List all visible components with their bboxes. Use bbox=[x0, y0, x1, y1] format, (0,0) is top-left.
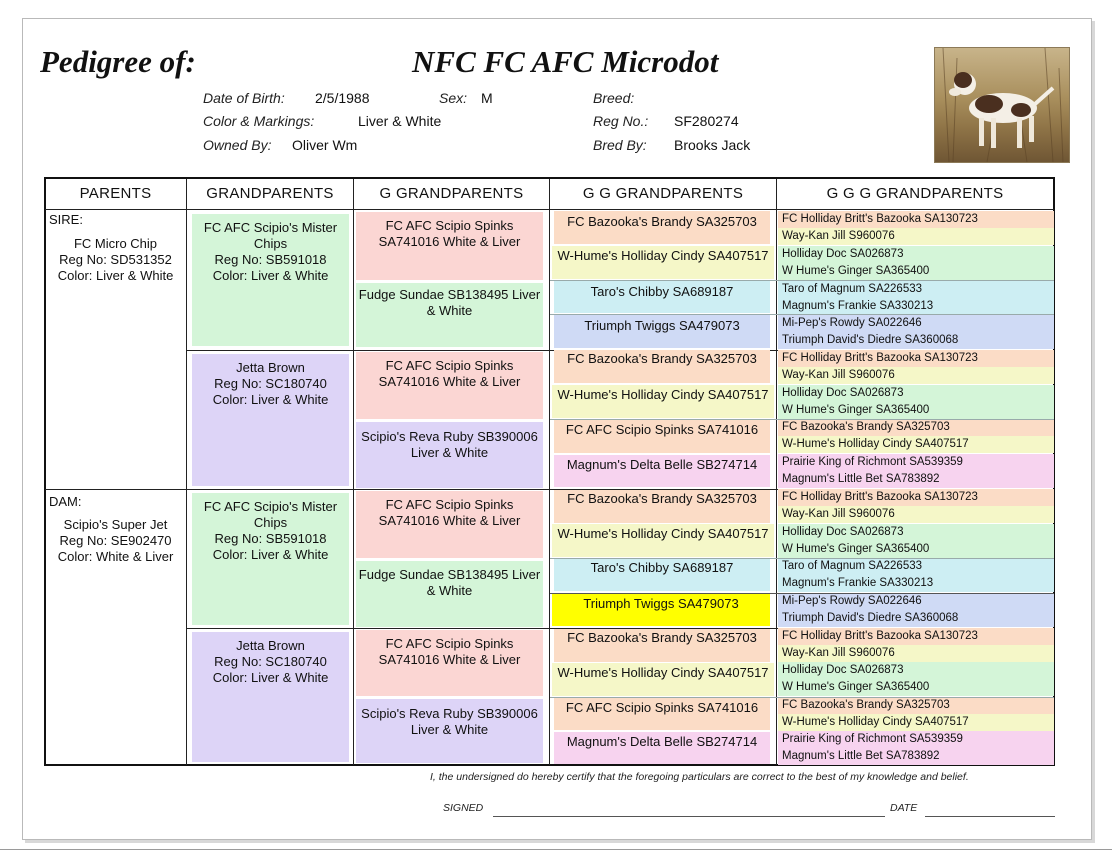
signed-label: SIGNED bbox=[443, 802, 484, 814]
g-grandparent-line1: FC AFC Scipio Spinks bbox=[385, 218, 514, 233]
bred-by-label: Bred By: bbox=[593, 137, 647, 153]
grandparent-name: Jetta Brown bbox=[236, 638, 305, 653]
gg-grandparent-cell: FC AFC Scipio Spinks SA741016 bbox=[554, 420, 770, 453]
ggg-grandparent-cell: FC Holliday Britt's Bazooka SA130723 bbox=[778, 350, 1054, 367]
grandparent-reg: Reg No: SB591018 bbox=[214, 252, 327, 267]
grandparent-box bbox=[192, 632, 349, 762]
ggg-grandparent-cell: W Hume's Ginger SA365400 bbox=[778, 541, 1054, 558]
g-grandparent-line1: Scipio's Reva Ruby SB390006 bbox=[361, 429, 538, 444]
gg-grandparent-cell: W-Hume's Holliday Cindy SA407517 bbox=[552, 246, 774, 279]
ggg-grandparent-cell: Taro of Magnum SA226533 bbox=[778, 281, 1054, 298]
ggg-grandparent-cell: Holliday Doc SA026873 bbox=[778, 385, 1054, 402]
signature-line[interactable] bbox=[493, 816, 885, 817]
ggg-grandparent-cell: W Hume's Ginger SA365400 bbox=[778, 679, 1054, 696]
dam-role-label: DAM: bbox=[49, 494, 82, 509]
dam-color: Color: White & Liver bbox=[57, 549, 174, 564]
ggg-grandparent-cell: Triumph David's Diedre SA360068 bbox=[778, 332, 1054, 349]
column-header-ggg-grandparents: G G G GRANDPARENTS bbox=[826, 185, 1004, 202]
ggg-grandparent-cell: FC Holliday Britt's Bazooka SA130723 bbox=[778, 628, 1054, 645]
owner-label: Owned By: bbox=[203, 137, 272, 153]
column-header-gg-grandparents: G G GRANDPARENTS bbox=[582, 185, 744, 202]
gg-grandparent-cell: W-Hume's Holliday Cindy SA407517 bbox=[552, 524, 774, 557]
grandparent-name: FC AFC Scipio's Mister bbox=[203, 220, 338, 235]
g-grandparent-line1: Fudge Sundae SB138495 Liver bbox=[358, 567, 541, 582]
ggg-grandparent-cell: FC Holliday Britt's Bazooka SA130723 bbox=[778, 489, 1054, 506]
dob-label: Date of Birth: bbox=[203, 90, 285, 106]
grandparent-box bbox=[192, 493, 349, 625]
grandparent-color: Color: Liver & White bbox=[212, 547, 329, 562]
column-header-parents: PARENTS bbox=[79, 185, 152, 202]
sex-label: Sex: bbox=[439, 90, 468, 106]
sire-role-label: SIRE: bbox=[49, 212, 83, 227]
grandparent-name-cont: Chips bbox=[253, 236, 288, 251]
row-separator bbox=[550, 558, 1054, 559]
column-divider bbox=[776, 179, 777, 765]
grandparent-color: Color: Liver & White bbox=[212, 268, 329, 283]
ggg-grandparent-cell: W-Hume's Holliday Cindy SA407517 bbox=[778, 436, 1054, 453]
gg-grandparent-cell: Taro's Chibby SA689187 bbox=[554, 281, 770, 313]
g-grandparent-line1: FC AFC Scipio Spinks bbox=[385, 497, 514, 512]
gg-grandparent-cell: W-Hume's Holliday Cindy SA407517 bbox=[552, 663, 774, 696]
g-grandparent-line1: Scipio's Reva Ruby SB390006 bbox=[361, 706, 538, 721]
g-grandparent-line2: & White bbox=[426, 303, 473, 318]
ggg-grandparent-cell: Way-Kan Jill S960076 bbox=[778, 367, 1054, 384]
ggg-grandparent-cell: FC Holliday Britt's Bazooka SA130723 bbox=[778, 211, 1054, 228]
g-grandparent-line2: Liver & White bbox=[410, 445, 489, 460]
g-grandparent-box bbox=[356, 422, 543, 488]
grandparent-name: FC AFC Scipio's Mister bbox=[203, 499, 338, 514]
sire-info bbox=[45, 236, 186, 284]
grandparent-reg: Reg No: SC180740 bbox=[214, 654, 327, 669]
ggg-grandparent-cell: Prairie King of Richmont SA539359 bbox=[778, 454, 1054, 471]
gg-grandparent-cell: Magnum's Delta Belle SB274714 bbox=[554, 732, 770, 764]
ggg-grandparent-cell: Magnum's Little Bet SA783892 bbox=[778, 748, 1054, 765]
column-divider bbox=[353, 179, 354, 765]
g-grandparent-line1: FC AFC Scipio Spinks bbox=[385, 358, 514, 373]
dam-reg: Reg No: SE902470 bbox=[59, 533, 172, 548]
g-grandparent-line2: SA741016 White & Liver bbox=[378, 234, 521, 249]
grandparent-box bbox=[192, 354, 349, 486]
sire-reg: Reg No: SD531352 bbox=[59, 252, 172, 267]
dog-photo bbox=[934, 47, 1070, 163]
owner-value: Oliver Wm bbox=[292, 137, 358, 153]
grandparent-name-cont: Chips bbox=[253, 515, 288, 530]
gg-grandparent-cell-highlighted: Triumph Twiggs SA479073 bbox=[552, 594, 770, 626]
g-grandparent-line2: SA741016 White & Liver bbox=[378, 652, 521, 667]
reg-label: Reg No.: bbox=[593, 113, 649, 129]
ggg-grandparent-cell: Magnum's Frankie SA330213 bbox=[778, 575, 1054, 592]
gg-grandparent-cell: FC Bazooka's Brandy SA325703 bbox=[554, 350, 770, 383]
certification-text: I, the undersigned do hereby certify that the foregoing particulars are correct to the best of my knowledge and belief. bbox=[430, 771, 969, 783]
column-divider bbox=[186, 179, 187, 765]
ggg-grandparent-cell: Prairie King of Richmont SA539359 bbox=[778, 731, 1054, 748]
ggg-grandparent-cell: FC Bazooka's Brandy SA325703 bbox=[778, 697, 1054, 714]
ggg-grandparent-cell: Magnum's Little Bet SA783892 bbox=[778, 471, 1054, 488]
breeder-value: Brooks Jack bbox=[674, 137, 751, 153]
g-grandparent-box bbox=[356, 561, 543, 627]
ggg-grandparent-cell: Way-Kan Jill S960076 bbox=[778, 645, 1054, 662]
dog-illustration bbox=[935, 48, 1069, 162]
g-grandparent-box bbox=[356, 283, 543, 347]
grandparent-box bbox=[192, 214, 349, 346]
page-bottom-border bbox=[0, 849, 1112, 850]
sire-name: FC Micro Chip bbox=[73, 236, 158, 251]
column-header-g-grandparents: G GRANDPARENTS bbox=[379, 185, 524, 202]
ggg-grandparent-cell: Way-Kan Jill S960076 bbox=[778, 228, 1054, 245]
grandparent-name: Jetta Brown bbox=[236, 360, 305, 375]
ggg-grandparent-cell: Magnum's Frankie SA330213 bbox=[778, 298, 1054, 315]
g-grandparent-line2: Liver & White bbox=[410, 722, 489, 737]
sire-color: Color: Liver & White bbox=[57, 268, 174, 283]
date-line[interactable] bbox=[925, 816, 1055, 817]
grandparent-color: Color: Liver & White bbox=[212, 670, 329, 685]
row-separator bbox=[550, 697, 1054, 698]
grandparent-reg: Reg No: SC180740 bbox=[214, 376, 327, 391]
pedigree-of-label: Pedigree of: bbox=[40, 44, 196, 79]
reg-value: SF280274 bbox=[674, 113, 739, 129]
color-value: Liver & White bbox=[358, 113, 442, 129]
row-separator bbox=[550, 314, 1054, 315]
ggg-grandparent-cell: Mi-Pep's Rowdy SA022646 bbox=[778, 315, 1054, 332]
breed-label: Breed: bbox=[593, 90, 635, 106]
g-grandparent-line2: & White bbox=[426, 583, 473, 598]
ggg-grandparent-cell: W Hume's Ginger SA365400 bbox=[778, 263, 1054, 280]
dam-info bbox=[45, 517, 186, 565]
g-grandparent-line1: FC AFC Scipio Spinks bbox=[385, 636, 514, 651]
gg-grandparent-cell: FC Bazooka's Brandy SA325703 bbox=[554, 490, 770, 523]
gg-grandparent-cell: FC Bazooka's Brandy SA325703 bbox=[554, 629, 770, 662]
dob-value: 2/5/1988 bbox=[315, 90, 370, 106]
color-label: Color & Markings: bbox=[203, 113, 315, 129]
gg-grandparent-cell: Magnum's Delta Belle SB274714 bbox=[554, 455, 770, 487]
ggg-grandparent-cell: W Hume's Ginger SA365400 bbox=[778, 402, 1054, 419]
gg-grandparent-cell: FC AFC Scipio Spinks SA741016 bbox=[554, 698, 770, 730]
ggg-grandparent-cell: Holliday Doc SA026873 bbox=[778, 524, 1054, 541]
gg-grandparent-cell: Triumph Twiggs SA479073 bbox=[554, 315, 770, 348]
g-grandparent-line1: Fudge Sundae SB138495 Liver bbox=[358, 287, 541, 302]
gg-grandparent-cell: FC Bazooka's Brandy SA325703 bbox=[554, 211, 770, 244]
date-label: DATE bbox=[890, 802, 918, 814]
row-separator bbox=[550, 419, 1054, 420]
ggg-grandparent-cell: Holliday Doc SA026873 bbox=[778, 662, 1054, 679]
grandparent-reg: Reg No: SB591018 bbox=[214, 531, 327, 546]
row-separator bbox=[550, 593, 1054, 594]
g-grandparent-box bbox=[356, 699, 543, 763]
g-grandparent-line2: SA741016 White & Liver bbox=[378, 374, 521, 389]
ggg-grandparent-cell: Mi-Pep's Rowdy SA022646 bbox=[778, 593, 1054, 610]
dam-name: Scipio's Super Jet bbox=[63, 517, 168, 532]
row-separator bbox=[550, 280, 1054, 281]
column-divider bbox=[549, 179, 550, 765]
ggg-grandparent-cell: Taro of Magnum SA226533 bbox=[778, 558, 1054, 575]
g-grandparent-box bbox=[356, 212, 543, 280]
gg-grandparent-cell: Taro's Chibby SA689187 bbox=[554, 559, 770, 591]
gg-grandparent-cell: W-Hume's Holliday Cindy SA407517 bbox=[552, 385, 774, 418]
ggg-grandparent-cell: FC Bazooka's Brandy SA325703 bbox=[778, 419, 1054, 436]
ggg-grandparent-cell: W-Hume's Holliday Cindy SA407517 bbox=[778, 714, 1054, 731]
dog-name-title: NFC FC AFC Microdot bbox=[412, 44, 719, 79]
g-grandparent-box bbox=[356, 352, 543, 419]
g-grandparent-box bbox=[356, 491, 543, 558]
grandparent-color: Color: Liver & White bbox=[212, 392, 329, 407]
ggg-grandparent-cell: Holliday Doc SA026873 bbox=[778, 246, 1054, 263]
ggg-grandparent-cell: Way-Kan Jill S960076 bbox=[778, 506, 1054, 523]
g-grandparent-line2: SA741016 White & Liver bbox=[378, 513, 521, 528]
ggg-grandparent-cell: Triumph David's Diedre SA360068 bbox=[778, 610, 1054, 627]
g-grandparent-box bbox=[356, 630, 543, 696]
sex-value: M bbox=[481, 90, 493, 106]
column-header-grandparents: GRANDPARENTS bbox=[206, 185, 334, 202]
